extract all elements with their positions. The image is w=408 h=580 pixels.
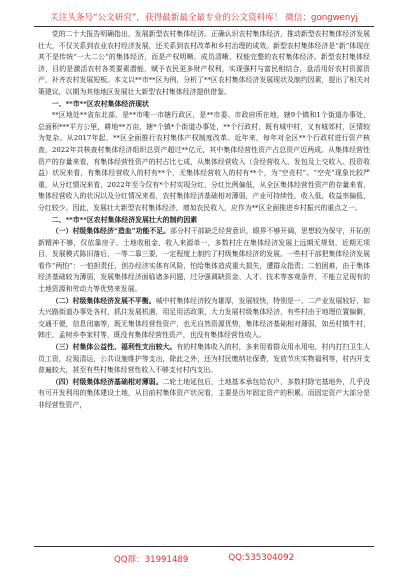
factor-subheading-1: （一）村级集体经济“造血”功能不足。: [51, 227, 171, 236]
status-paragraph: **区地处**省东北部，是**市唯一市辖行政区，是**市委、市政府所在地，辖9个镇和1个街道办事处，总面积***平方公里，耕地**万亩，辖*个镇*个街道办事处，**个行政村，既有城中村，又有城郊村，区情较为复杂。从2017年起，**区全面推行农村集体产权制度改革。近年来，每年对全区**个行政村进行资产核查，2022年共核查村集体经济组织总资产超过**亿元，其中集体经营性资产占总资产近两成。从集体经营性资产的存量来看，有集体经营性资产的村占比七成，从集体经营收入（含经营收入、发包及上交收入、投资收益）状况来看，有集体经营收入的村有**个，无集体经营收入的村有**个，为“空壳村”。“空壳”现象比较严重，从分红情况来看，2022年至今仅有*个村实现分红，分红比例偏低，从全区集体经营性资产的存量来看，集体经营收入的状况以及分红情况来看，农村集体经济基础相对薄弱，产业可持续性，收入低，收益率偏低，分红较少。因此，发展壮大新型农村集体经济，增加农民收入，应作为**区全面推进乡村振兴的重点之一。: [38, 111, 370, 212]
document-body: [38, 29, 370, 412]
header-divider: [34, 26, 374, 27]
factor-text-2: 城中村集体经济较为雄厚，发展较快，特别是一、二产业发展较好，如大兴路街道办事处各村，抓住发展机遇，用足用活政策，大力发展村级集体经济，有些村由于地理位置偏僻，交通不便，信息闭塞等，既无集体经营性资产，也无自然资源优势，集体经济基础相对薄弱，如岳村镇牛村，韩庄，孟树乡李家村等，既没有集体经营性资产，也没有集体经营性收入。: [38, 296, 371, 340]
footer-qq: QQ:535304092: [228, 553, 295, 563]
factor-text-3: 有的村集体收入的村，多来用看群众用水用电，村内打扫卫生人员工资，垃圾清运，公共设施维护等支出，除此之外，还为村民缴纳社保费，发放节庆实物福利等，村内开支普遍较大，甚至有些村集体经营性收入不够支付村内支出。: [38, 343, 371, 375]
section-heading-1: 一、**市**区农村集体经济现状: [51, 99, 149, 108]
factor-text-4: 二轮土地延包后，土地基本承包给农户，多数村除宅基地外，几乎没有可开发利用的集体建设土地，从目前村集体资产状况看，主要是历年固定资产的积累，而固定资产大部分是非经营性资产，: [38, 377, 370, 409]
factor-subheading-4: （四）村级集体经济基础相对薄弱。: [51, 377, 163, 386]
factor-paragraph-2: [38, 296, 370, 342]
header-banner: 关注头条号“公文研究”，获得最新最全最专业的公文资料库！ 微信：gongwenyj: [50, 13, 358, 23]
intro-paragraph: 党的二十大报告明确指出，发展新型农村集体经济。正确认识农村集体经济，推动新型农村集体经济发展壮大，不仅关系到农业农村经济发展，还关系到农村改革和乡村治理的成效。新型农村集体经济是“新”体现在其不是传统“一大二公”的集体经济，而是产权明晰、成员清晰、权能完整的农村集体经济。新型农村集体经济，目的是激活农村各类要素潜能，赋予农民更多财产权利，实现强村与富民相结合，盘活用好农村资源资产，补齐农村发展短板。本文以**市**区为例，分析了**区农村集体经济发展现状及制约因素，提出了相关对策建议，以期为其他地区发展壮大新型农村集体经济提供借鉴。: [38, 30, 370, 96]
factor-paragraph-3: [38, 342, 370, 377]
factor-subheading-3: （三）村集体公益性、福利性支出较大。: [51, 343, 177, 352]
footer-divider: [34, 546, 374, 547]
section-heading-2: 二、**市**区农村集体经济发展壮大的制约因素: [51, 215, 198, 224]
factor-subheading-2: （二）村级集体经济发展不平衡。: [51, 296, 156, 305]
factor-paragraph-1: [38, 226, 370, 296]
footer-qq-group: QQ群：31991489: [113, 555, 189, 565]
factor-paragraph-4: [38, 377, 370, 412]
footer: [0, 553, 408, 565]
factor-text-1: 部分村干部缺乏经营意识，眼界不够开阔，思想较为保守，开拓创新精神不够，仅依靠房子、土地收租金，收入来源单一，多数村庄在集体经济发展上远期无规划，近期无项目，发展模式陈旧落后，一等二靠三要，一定程度上制约了村级集体经济的发展。一些村干部把集体经济发展看作“两怕”：一怕担责任，创办经济实体有风险，怕给集体造成重大损失，遭群众指责；二怕困难，由于集体经济基础较为薄弱，发展集体经济面临诸多问题，过分强调缺资金、人才、技术等客观条件，不能立足现有的土地资源和劳动力等优势来发展。: [38, 227, 370, 294]
